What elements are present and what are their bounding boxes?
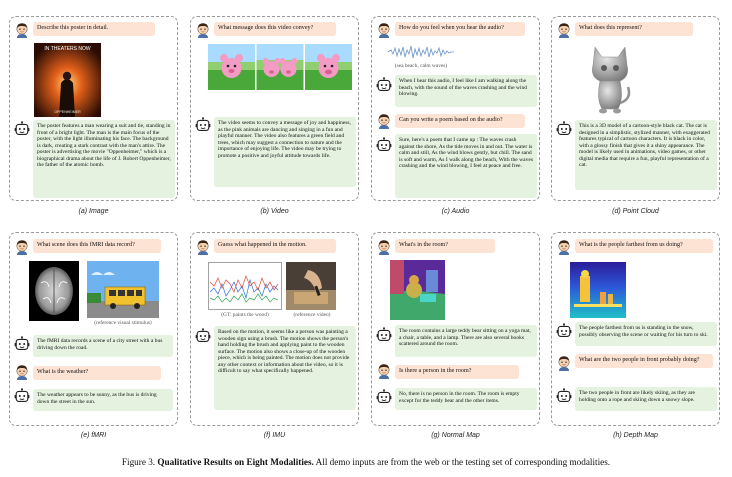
question-bubble: Is there a person in the room?: [395, 365, 519, 379]
panel-caption: (g) Normal Map: [431, 432, 480, 439]
question-bubble: What scene does this fMRI data record?: [33, 239, 161, 253]
panel-point-cloud: [551, 16, 720, 201]
panel-video: [190, 16, 359, 201]
stimulus-note: (reference visual stimulus): [94, 320, 152, 326]
panel-caption: (f) IMU: [263, 432, 286, 439]
panel-audio: [371, 16, 540, 201]
answer-bubble: When I hear this audio, I feel like I am walking along the beach, with the sound of the waves crashing and the wind blowing.: [395, 75, 537, 107]
user-avatar-icon: [376, 113, 392, 129]
user-avatar-icon: [556, 355, 572, 371]
answer-bubble: Sure, here's a poem that I came up : The waves crash against the shore, As the tide moves in and out. The water is calm and still, As the wind blows gently, but chill. The sand is soft and warm, As I walk along the beach, With the waves crashing and the wind blowing, I feel at peace and free.: [395, 134, 537, 198]
fmri-scan: [29, 261, 79, 321]
user-avatar-icon: [376, 22, 392, 38]
user-avatar-icon: [14, 364, 30, 380]
question-bubble: What does this represent?: [575, 22, 693, 36]
bot-avatar-icon: [556, 323, 572, 339]
oppenheimer-poster: [34, 43, 101, 117]
panel-caption: (d) Point Cloud: [612, 208, 659, 215]
normal-map-image: [390, 260, 445, 320]
panel-caption: (h) Depth Map: [613, 432, 658, 439]
question-bubble: Can you write a poem based on the audio?: [395, 114, 525, 128]
bot-avatar-icon: [376, 77, 392, 93]
panel-caption: (a) Image: [78, 208, 109, 215]
panel-caption: (b) Video: [260, 208, 289, 215]
bot-avatar-icon: [556, 388, 572, 404]
question-bubble: What's in the room?: [395, 239, 495, 253]
answer-bubble: The two people in front are likely skiing, as they are holding onto a rope and skiing down a snowy slope.: [575, 387, 717, 411]
bot-avatar-icon: [556, 121, 572, 137]
question-bubble: Guess what happened in the motion.: [214, 239, 336, 253]
user-avatar-icon: [195, 22, 211, 38]
figure-caption: [0, 457, 732, 467]
audio-note: (sea beach, calm waves): [394, 63, 448, 69]
bot-avatar-icon: [14, 336, 30, 352]
bot-avatar-icon: [14, 388, 30, 404]
answer-bubble: No, there is no person in the room. The room is empty except for the teddy bear and the other items.: [395, 388, 537, 410]
panel-depth-map: [551, 232, 720, 426]
bot-avatar-icon: [376, 389, 392, 405]
user-avatar-icon: [376, 363, 392, 379]
panel-caption: (e) fMRI: [80, 432, 107, 439]
question-bubble: Describe this poster in detail.: [33, 22, 155, 36]
answer-bubble: The fMRI data records a scene of a city street with a bus driving down the road.: [33, 335, 173, 357]
question-bubble: What are the two people in front probably doing?: [575, 354, 713, 368]
answer-bubble: The weather appears to be sunny, as the bus is driving down the street in the sun.: [33, 389, 173, 411]
poster-bottom-text: OPPENHEIMER: [54, 110, 81, 114]
user-avatar-icon: [376, 239, 392, 255]
answer-bubble: The room contains a large teddy bear sitting on a yoga mat, a chair, a table, and a lamp. There are also several books scattered around the room.: [395, 325, 537, 357]
answer-bubble: This is a 3D model of a cartoon-style black cat. The cat is designed in a simplistic, stylized manner, with exaggerated features typical of cartoon characters. It is black in color, with a glossy finish that gives it a shiny appearance. The model is likely used in animations, video games, or other digital media that require a fun, playful representation of a cat.: [575, 120, 717, 190]
bot-avatar-icon: [14, 121, 30, 137]
panel-image: [9, 16, 178, 201]
imu-signal-plot: [208, 262, 282, 310]
video-frames: [208, 44, 352, 90]
answer-bubble: The poster features a man wearing a suit and tie, standing in front of a bright light. The man is the main focus of the poster, with the light illuminating his face. The background is dark, creating a stark contrast with the man's attire. The poster is advertising the movie "Oppenheimer," which is a biographical drama about the life of J. Robert Oppenheimer, the father of the atomic bomb.: [33, 120, 175, 198]
user-avatar-icon: [14, 239, 30, 255]
bot-avatar-icon: [195, 117, 211, 133]
answer-bubble: The video seems to convey a message of joy and happiness, as the pink animals are dancing and singing in a fun and playful manner. The video also features a green field and trees, which may suggest a connection to nature and the importance of enjoying life. The video may be trying to promote a positive and joyful attitude towards life.: [214, 117, 356, 187]
user-avatar-icon: [14, 22, 30, 38]
reference-video-frame: [286, 262, 336, 310]
depth-map-image: [570, 262, 626, 318]
answer-bubble: Based on the motion, it seems like a person was painting a wooden sign using a brush. The motion shows the person's hand holding the brush and applying paint to the wooden surface. The motion also shows a close-up of the wooden piece, which is being painted. The motion does not provide any other context or information about the video, so it is difficult to say what specifically happened.: [214, 326, 356, 410]
gt-note: (GT: paints the wood): [221, 312, 269, 318]
figure-text: All demo inputs are from the web or the testing set of corresponding modalities.: [315, 457, 611, 467]
bot-avatar-icon: [195, 328, 211, 344]
question-bubble: How do you feel when you hear the audio?: [395, 22, 525, 36]
answer-bubble: The people farthest from us is standing in the snow, possibly observing the scene or waiting for his turn to ski.: [575, 322, 717, 346]
panel-imu: [190, 232, 359, 426]
bus-stimulus-image: [87, 261, 159, 318]
panel-caption: (c) Audio: [441, 208, 470, 215]
user-avatar-icon: [556, 239, 572, 255]
question-bubble: What is the people farthest from us doing?: [575, 239, 713, 253]
panel-normal-map: [371, 232, 540, 426]
question-bubble: What message does this video convey?: [214, 22, 336, 36]
bot-avatar-icon: [376, 137, 392, 153]
poster-top-text: IN THEATERS NOW: [44, 46, 91, 52]
user-avatar-icon: [556, 22, 572, 38]
figure-title: Qualitative Results on Eight Modalities.: [157, 457, 314, 467]
user-avatar-icon: [195, 239, 211, 255]
bot-avatar-icon: [376, 327, 392, 343]
cat-point-cloud: [586, 43, 634, 115]
audio-waveform: [388, 44, 454, 60]
question-bubble: What is the weather?: [33, 366, 161, 380]
figure-label: Figure 3.: [121, 457, 156, 467]
panel-fmri: [9, 232, 178, 426]
video-note: (reference video): [293, 312, 331, 318]
